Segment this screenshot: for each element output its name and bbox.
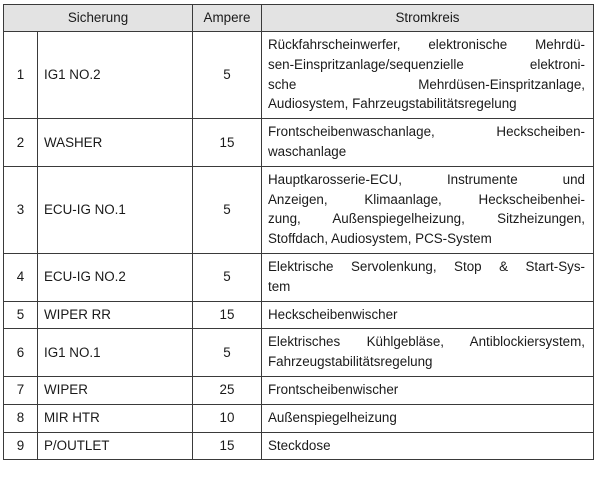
circuit-description xyxy=(262,329,594,377)
circuit-line: Elektrisches Kühlgebläse, Antiblockiersystem, xyxy=(268,334,585,350)
row-number: 8 xyxy=(4,404,38,432)
fuse-table xyxy=(3,4,594,460)
circuit-description xyxy=(262,32,594,119)
circuit-description xyxy=(262,253,594,301)
circuit-line: tem xyxy=(268,278,291,294)
header-sicherung: Sicherung xyxy=(4,5,193,32)
row-number: 9 xyxy=(4,432,38,460)
table-row xyxy=(4,32,594,119)
circuit-line: Rückfahrscheinwerfer, elektronische Mehrdü- xyxy=(268,37,585,52)
table-row xyxy=(4,376,594,404)
circuit-line: Elektrische Servolenkung, Stop & Start-Sys- xyxy=(268,258,585,274)
circuit-description xyxy=(262,432,594,460)
fuse-name: WASHER xyxy=(38,119,193,167)
header-ampere: Ampere xyxy=(193,5,262,32)
circuit-line: Heckscheibenwischer xyxy=(268,306,398,322)
table-row xyxy=(4,253,594,301)
header-row xyxy=(4,5,594,32)
table-row xyxy=(4,329,594,377)
circuit-description xyxy=(262,404,594,432)
ampere-value: 15 xyxy=(193,301,262,329)
circuit-line: Hauptkarosserie-ECU, Instrumente und xyxy=(268,171,585,187)
ampere-value: 15 xyxy=(193,432,262,460)
table-row xyxy=(4,404,594,432)
circuit-line: Frontscheibenwaschanlage, Heckscheiben- xyxy=(268,124,585,140)
ampere-value: 25 xyxy=(193,376,262,404)
table-body xyxy=(4,32,594,460)
circuit-line: Frontscheibenwischer xyxy=(268,381,399,397)
row-number: 4 xyxy=(4,253,38,301)
ampere-value: 5 xyxy=(193,329,262,377)
fuse-name: ECU-IG NO.2 xyxy=(38,253,193,301)
circuit-line: Außenspiegelheizung xyxy=(268,409,397,425)
row-number: 3 xyxy=(4,166,38,253)
circuit-line: zung, Außenspiegelheizung, Sitzheizungen, xyxy=(268,211,585,227)
row-number: 1 xyxy=(4,32,38,119)
ampere-value: 5 xyxy=(193,166,262,253)
header-stromkreis: Stromkreis xyxy=(262,5,594,32)
circuit-description xyxy=(262,119,594,167)
table-header xyxy=(4,5,594,32)
fuse-name: WIPER xyxy=(38,376,193,404)
circuit-description xyxy=(262,301,594,329)
fuse-name: WIPER RR xyxy=(38,301,193,329)
table-row xyxy=(4,119,594,167)
row-number: 5 xyxy=(4,301,38,329)
circuit-description xyxy=(262,376,594,404)
table-row xyxy=(4,166,594,253)
fuse-name: IG1 NO.2 xyxy=(38,32,193,119)
circuit-line: Audiosystem, Fahrzeugstabilitätsregelung xyxy=(268,96,517,112)
circuit-line: Steckdose xyxy=(268,437,331,453)
circuit-line: waschanlage xyxy=(268,143,347,159)
table-row xyxy=(4,301,594,329)
circuit-line: Fahrzeugstabilitätsregelung xyxy=(268,354,433,370)
circuit-line: sche Mehrdüsen-Einspritzanlage, xyxy=(268,76,585,92)
table-row xyxy=(4,432,594,460)
ampere-value: 10 xyxy=(193,404,262,432)
ampere-value: 5 xyxy=(193,253,262,301)
circuit-line: Anzeigen, Klimaanlage, Heckscheibenhei- xyxy=(268,191,585,207)
row-number: 2 xyxy=(4,119,38,167)
fuse-name: MIR HTR xyxy=(38,404,193,432)
row-number: 6 xyxy=(4,329,38,377)
fuse-name: P/OUTLET xyxy=(38,432,193,460)
row-number: 7 xyxy=(4,376,38,404)
circuit-line: sen-Einspritzanlage/sequenzielle elektroni- xyxy=(268,56,585,72)
circuit-description xyxy=(262,166,594,253)
fuse-name: IG1 NO.1 xyxy=(38,329,193,377)
fuse-name: ECU-IG NO.1 xyxy=(38,166,193,253)
circuit-line: Stoffdach, Audiosystem, PCS-System xyxy=(268,231,492,247)
ampere-value: 15 xyxy=(193,119,262,167)
ampere-value: 5 xyxy=(193,32,262,119)
